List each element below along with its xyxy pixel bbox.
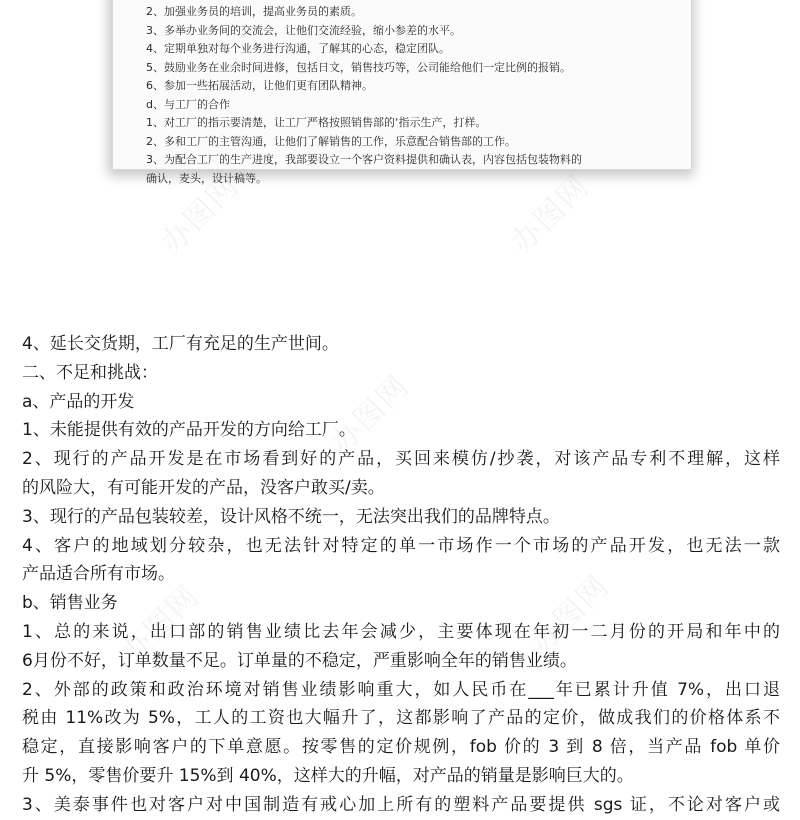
body-line: 2、外部的政策和政治环境对销售业绩影响重大，如人民币在___年已累计升值 7%，出口退 (22, 679, 780, 700)
body-line: 1、未能提供有效的产品开发的方向给工厂。 (22, 420, 356, 441)
card-line: 6、参加一些拓展活动，让他们更有团队精神。 (146, 79, 373, 92)
subsection-heading: a、产品的开发 (22, 391, 135, 412)
body-line: 1、总的来说，出口部的销售业绩比去年会减少，主要体现在年初一二月份的开局和年中的 (22, 621, 780, 642)
body-line: 2、现行的产品开发是在市场看到好的产品，买回来模仿/抄袭，对该产品专利不理解，这样 (22, 449, 780, 470)
subsection-heading: b、销售业务 (22, 593, 118, 614)
card-line: 3、为配合工厂的生产进度，我部要设立一个客户资料提供和确认表，内容包括包装物料的 (146, 153, 582, 166)
body-line: 6月份不好，订单数量不足。订单量的不稳定，严重影响全年的销售业绩。 (22, 650, 577, 671)
body-line: 3、现行的产品包装较差，设计风格不统一，无法突出我们的品牌特点。 (22, 506, 560, 527)
card-line: 4、定期单独对每个业务进行沟通，了解其的心态，稳定团队。 (146, 42, 450, 55)
section-heading: 二、不足和挑战： (22, 362, 158, 383)
card-line: d、与工厂的合作 (146, 97, 230, 111)
card-line: 确认，麦头，设计稿等。 (146, 171, 267, 185)
body-line: 4、客户的地域划分较杂，也无法针对特定的单一市场作一个市场的产品开发，也无法一款 (22, 535, 780, 556)
body-line: 的风险大，有可能开发的产品，没客户敢买/卖。 (22, 477, 385, 498)
body-line: 升 5%，零售价要升 15%到 40%，这样大的升幅，对产品的销量是影响巨大的。 (22, 765, 634, 786)
body-line: 4、延长交货期，工厂有充足的生产世间。 (22, 334, 339, 354)
card-line: 3、多举办业务间的交流会，让他们交流经验，缩小参差的水平。 (146, 23, 461, 37)
card-line: 5、鼓励业务在业余时间进修，包括日文，销售技巧等，公司能给他们一定比例的报销。 (146, 60, 571, 74)
body-line: 税由 11%改为 5%，工人的工资也大幅升了，这都影响了产品的定价，做成我们的价格体系不 (22, 708, 780, 729)
body-line: 稳定，直接影响客户的下单意愿。按零售的定价规例，fob 价的 3 到 8 倍，当产品 fob 单价 (22, 737, 780, 758)
page-preview-card (112, 0, 692, 185)
card-text-block (146, 3, 676, 188)
body-line: 3、美泰事件也对客户对中国制造有戒心加上所有的塑料产品要提供 sgs 证，不论对客户或 (22, 794, 780, 815)
body-line: 产品适合所有市场。 (22, 564, 175, 585)
card-line: 2、多和工厂的主管沟通，让他们了解销售的工作，乐意配合销售部的工作。 (146, 134, 516, 148)
card-line: 2、加强业务员的培训，提高业务员的素质。 (146, 5, 362, 18)
card-line: 1、对工厂的指示要清楚，让工厂严格按照销售部的‘指示生产，打样。 (146, 116, 487, 129)
document-body (22, 330, 780, 820)
